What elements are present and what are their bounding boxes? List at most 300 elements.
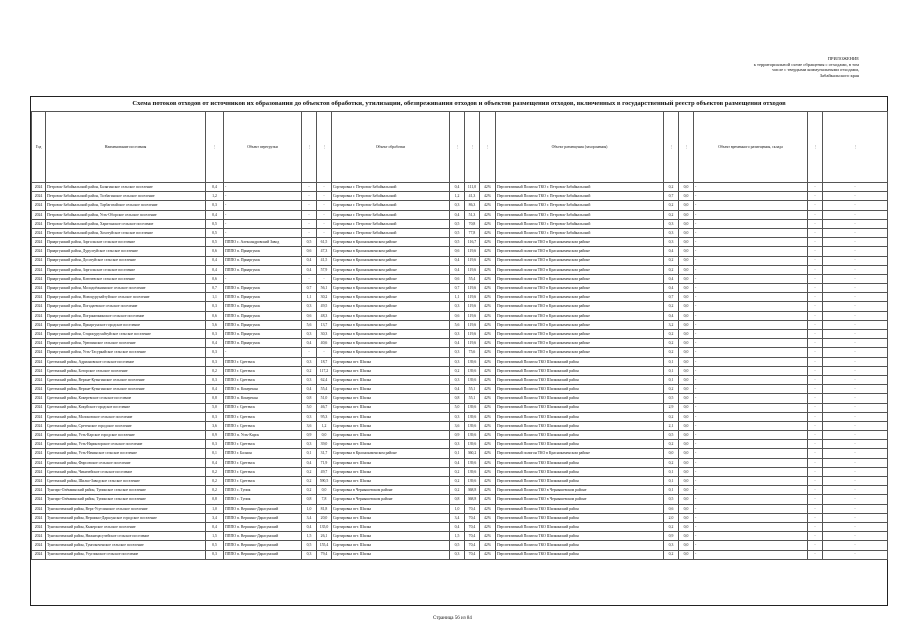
cell-settlement: Сретенский район, Сретенское городское поселение	[46, 421, 206, 430]
cell-dist-transfer: -	[317, 192, 332, 201]
cell-transfer: ПППО п. Вершино-Дарасунский	[224, 522, 302, 531]
cell-mass-transfer: 0,4	[302, 522, 317, 531]
cell-dist-treatment: 360,2	[465, 449, 480, 458]
cell-mass-transfer: 0,2	[302, 467, 317, 476]
table-row	[32, 532, 888, 541]
cell-settlement: Петровск-Забайкальский район, Хаританское сельское поселение	[46, 219, 206, 228]
cell-dist-temp: -	[823, 467, 888, 476]
cell-share: 42%	[480, 504, 496, 513]
cell-dist-disposal: 0,0	[679, 513, 694, 522]
cell-share: 42%	[480, 302, 496, 311]
cell-transfer: ПППО г. Сретенск	[224, 412, 302, 421]
cell-temp: -	[694, 403, 808, 412]
cell-dist-temp: -	[823, 210, 888, 219]
cell-dist-temp: -	[823, 284, 888, 293]
cell-disposal: Перспективный Полигон ТКО Шилкинский район	[496, 403, 664, 412]
cell-year: 2024	[32, 228, 46, 237]
cell-disposal: Перспективный Полигон ТКО Шилкинский район	[496, 532, 664, 541]
cell-transfer: ПППО п. Вершино-Дарасунский	[224, 513, 302, 522]
cell-mass-treatment: 3,6	[450, 421, 465, 430]
cell-dist-disposal: 0,0	[679, 366, 694, 375]
cell-year: 2024	[32, 513, 46, 522]
cell-dist-treatment: 139,6	[465, 403, 480, 412]
header-settlement: Наименование поселения	[46, 112, 206, 183]
cell-mass-total: 0,3	[206, 357, 224, 366]
cell-dist-treatment: 77,8	[465, 228, 480, 237]
cell-mass-total: 1,5	[206, 532, 224, 541]
page-number: Страница 56 из 84	[433, 616, 472, 621]
cell-transfer: -	[224, 228, 302, 237]
cell-dist-transfer: -	[317, 274, 332, 283]
cell-mass-total: 0,3	[206, 440, 224, 449]
cell-dist-disposal: 0,0	[679, 532, 694, 541]
cell-share: 42%	[480, 532, 496, 541]
cell-dist-treatment: 139,6	[465, 357, 480, 366]
cell-dist-transfer: 7,8	[317, 495, 332, 504]
cell-transfer: ПППО п. Вершино-Дарасунский	[224, 541, 302, 550]
cell-disposal: Перспективный полигон ТКО в Краснокаменском районе	[496, 339, 664, 348]
cell-mass-disposal: 0,1	[664, 357, 679, 366]
cell-year: 2024	[32, 440, 46, 449]
cell-year: 2024	[32, 495, 46, 504]
cell-dist-temp: -	[823, 495, 888, 504]
cell-dist-transfer: 81,8	[317, 504, 332, 513]
cell-dist-transfer: 0,0	[317, 431, 332, 440]
cell-disposal: Перспективный Полигон ТКО г. Петровск-Забайкальский	[496, 201, 664, 210]
cell-mass-disposal: 0,2	[664, 440, 679, 449]
cell-temp: -	[694, 311, 808, 320]
table-row	[32, 210, 888, 219]
cell-mass-disposal: 2,0	[664, 513, 679, 522]
cell-settlement: Тунгокоченский район, Верх-Усуглинское сельское поселение	[46, 504, 206, 513]
cell-transfer: ПППО г. Сретенск	[224, 440, 302, 449]
cell-dist-treatment: 368,8	[465, 495, 480, 504]
cell-mass-temp: -	[808, 385, 823, 394]
cell-mass-temp: -	[808, 504, 823, 513]
cell-transfer: ПППО с. Тупик	[224, 486, 302, 495]
cell-dist-transfer: 590,5	[317, 477, 332, 486]
cell-transfer: ПППО г. Сретенск	[224, 477, 302, 486]
cell-mass-temp: -	[808, 486, 823, 495]
cell-dist-disposal: 0,0	[679, 228, 694, 237]
cell-year: 2024	[32, 449, 46, 458]
cell-mass-treatment: 0,2	[450, 477, 465, 486]
cell-dist-transfer: 135,0	[317, 522, 332, 531]
cell-year: 2024	[32, 293, 46, 302]
cell-mass-total: 0,4	[206, 210, 224, 219]
cell-treatment: Сортировка в Краснокаменском районе	[332, 274, 450, 283]
cell-share: 42%	[480, 219, 496, 228]
header-disposal: Объект размещения (захоронения)	[496, 112, 664, 183]
cell-transfer: ПППО п. Кокерекан	[224, 394, 302, 403]
cell-dist-treatment: 70,4	[465, 522, 480, 531]
table-row	[32, 513, 888, 522]
cell-mass-transfer: 5,0	[302, 403, 317, 412]
cell-mass-transfer: -	[302, 274, 317, 283]
cell-share: 42%	[480, 228, 496, 237]
cell-dist-disposal: 0,0	[679, 201, 694, 210]
cell-dist-disposal: 0,0	[679, 550, 694, 559]
appendix-line: числе с твердыми коммунальными отходами,	[772, 67, 859, 73]
cell-mass-transfer: -	[302, 228, 317, 237]
cell-treatment: Сортировка в Краснокаменском районе	[332, 293, 450, 302]
cell-dist-treatment: 70,4	[465, 541, 480, 550]
cell-mass-total: 0,6	[206, 274, 224, 283]
cell-mass-treatment: 1,2	[450, 192, 465, 201]
cell-mass-temp: -	[808, 201, 823, 210]
cell-settlement: Петровск-Забайкальский район, Балягинское сельское поселение	[46, 183, 206, 192]
cell-dist-treatment: 70,4	[465, 550, 480, 559]
header-dist-disposal: …	[679, 112, 694, 183]
table-row	[32, 201, 888, 210]
cell-share: 42%	[480, 513, 496, 522]
cell-disposal: Перспективный Полигон ТКО г. Петровск-Забайкальский	[496, 192, 664, 201]
cell-mass-treatment: 0,4	[450, 339, 465, 348]
cell-mass-transfer: 0,7	[302, 284, 317, 293]
cell-share: 42%	[480, 201, 496, 210]
table-row	[32, 265, 888, 274]
cell-mass-total: 0,5	[206, 228, 224, 237]
cell-treatment: Сортировка г. Петровск-Забайкальский	[332, 201, 450, 210]
cell-dist-transfer: 56,1	[317, 284, 332, 293]
cell-share: 42%	[480, 366, 496, 375]
cell-settlement: Петровск-Забайкальский район, Хохотуйское сельское поселение	[46, 228, 206, 237]
cell-mass-temp: -	[808, 293, 823, 302]
cell-year: 2024	[32, 394, 46, 403]
cell-mass-transfer: 0,3	[302, 440, 317, 449]
cell-settlement: Приаргунский район, Урюпинское сельское поселение	[46, 339, 206, 348]
cell-dist-disposal: 0,0	[679, 183, 694, 192]
cell-mass-treatment: 0,3	[450, 412, 465, 421]
cell-temp: -	[694, 449, 808, 458]
table-row	[32, 366, 888, 375]
cell-year: 2024	[32, 284, 46, 293]
cell-dist-disposal: 0,0	[679, 311, 694, 320]
cell-transfer: ПППО с. Тупик	[224, 495, 302, 504]
cell-mass-treatment: 0,2	[450, 366, 465, 375]
cell-mass-total: 0,6	[206, 311, 224, 320]
cell-year: 2024	[32, 339, 46, 348]
cell-mass-transfer: 0,4	[302, 256, 317, 265]
header-share: …	[480, 112, 496, 183]
table-row	[32, 228, 888, 237]
cell-mass-disposal: 2,9	[664, 403, 679, 412]
table-row	[32, 293, 888, 302]
cell-mass-transfer: 0,8	[302, 495, 317, 504]
cell-dist-temp: -	[823, 256, 888, 265]
cell-temp: -	[694, 421, 808, 430]
cell-dist-disposal: 0,0	[679, 541, 694, 550]
cell-year: 2024	[32, 532, 46, 541]
cell-dist-temp: -	[823, 440, 888, 449]
cell-share: 42%	[480, 440, 496, 449]
cell-dist-temp: -	[823, 348, 888, 357]
cell-mass-treatment: 0,4	[450, 458, 465, 467]
cell-temp: -	[694, 238, 808, 247]
cell-share: 42%	[480, 421, 496, 430]
cell-dist-temp: -	[823, 238, 888, 247]
cell-temp: -	[694, 440, 808, 449]
cell-mass-disposal: 3,2	[664, 320, 679, 329]
cell-mass-transfer: 0,3	[302, 375, 317, 384]
cell-share: 42%	[480, 320, 496, 329]
cell-year: 2024	[32, 522, 46, 531]
cell-mass-total: 0,6	[206, 247, 224, 256]
cell-dist-treatment: 70,4	[465, 513, 480, 522]
cell-dist-treatment: 139,6	[465, 440, 480, 449]
table-body	[32, 183, 888, 560]
cell-temp: -	[694, 458, 808, 467]
cell-dist-disposal: 0,0	[679, 467, 694, 476]
cell-mass-temp: -	[808, 228, 823, 237]
waste-flow-table	[31, 111, 888, 560]
cell-mass-treatment: 0,5	[450, 238, 465, 247]
cell-share: 42%	[480, 385, 496, 394]
cell-dist-treatment: 119,6	[465, 302, 480, 311]
cell-dist-treatment: 139,6	[465, 375, 480, 384]
table-frame	[30, 96, 888, 606]
cell-temp: -	[694, 513, 808, 522]
cell-year: 2024	[32, 183, 46, 192]
cell-treatment: Сортировка пгт. Шилка	[332, 385, 450, 394]
cell-dist-transfer: 55,4	[317, 385, 332, 394]
table-row	[32, 495, 888, 504]
cell-mass-total: 0,2	[206, 467, 224, 476]
cell-transfer: ПППО п. Вершино-Дарасунский	[224, 532, 302, 541]
cell-mass-treatment: 0,3	[450, 302, 465, 311]
cell-share: 42%	[480, 265, 496, 274]
cell-mass-disposal: 0,0	[664, 449, 679, 458]
cell-mass-temp: -	[808, 522, 823, 531]
cell-transfer: -	[224, 348, 302, 357]
cell-mass-temp: -	[808, 302, 823, 311]
table-row	[32, 504, 888, 513]
cell-temp: -	[694, 522, 808, 531]
cell-treatment: Сортировка г. Петровск-Забайкальский	[332, 219, 450, 228]
cell-treatment: Сортировка в Краснокаменском районе	[332, 247, 450, 256]
cell-settlement: Тунгиро-Олёкминский район, Тупикское сельское поселение	[46, 486, 206, 495]
cell-mass-total: 0,2	[206, 486, 224, 495]
cell-treatment: Сортировка в Краснокаменском районе	[332, 330, 450, 339]
cell-mass-transfer: 0,6	[302, 311, 317, 320]
cell-disposal: Перспективный Полигон ТКО Шилкинский район	[496, 440, 664, 449]
cell-mass-disposal: 0,3	[664, 228, 679, 237]
cell-settlement: Сретенский район, Усть-Карское городское поселение	[46, 431, 206, 440]
cell-disposal: Перспективный полигон ТКО в Краснокаменском районе	[496, 320, 664, 329]
cell-settlement: Тунгокоченский район, Тунгокоченское сельское поселение	[46, 541, 206, 550]
cell-temp: -	[694, 366, 808, 375]
cell-year: 2024	[32, 431, 46, 440]
cell-dist-transfer: 47,3	[317, 247, 332, 256]
cell-mass-temp: -	[808, 265, 823, 274]
cell-treatment: Сортировка в Краснокаменском районе	[332, 284, 450, 293]
cell-mass-total: 0,3	[206, 201, 224, 210]
cell-disposal: Перспективный Полигон ТКО Шилкинский район	[496, 431, 664, 440]
cell-dist-treatment: 139,6	[465, 431, 480, 440]
cell-treatment: Сортировка г. Петровск-Забайкальский	[332, 228, 450, 237]
cell-temp: -	[694, 467, 808, 476]
cell-mass-disposal: 0,3	[664, 541, 679, 550]
cell-share: 42%	[480, 274, 496, 283]
cell-mass-transfer: 0,2	[302, 366, 317, 375]
cell-mass-temp: -	[808, 412, 823, 421]
cell-share: 42%	[480, 412, 496, 421]
cell-disposal: Перспективный Полигон ТКО в Чернышевском районе	[496, 486, 664, 495]
cell-temp: -	[694, 541, 808, 550]
cell-year: 2024	[32, 541, 46, 550]
cell-mass-treatment: 0,8	[450, 394, 465, 403]
cell-mass-treatment: 0,9	[450, 431, 465, 440]
cell-disposal: Перспективный Полигон ТКО Шилкинский район	[496, 412, 664, 421]
cell-mass-disposal: 0,1	[664, 486, 679, 495]
cell-dist-temp: -	[823, 228, 888, 237]
cell-share: 42%	[480, 238, 496, 247]
cell-mass-total: 0,2	[206, 366, 224, 375]
cell-dist-transfer: 39,0	[317, 440, 332, 449]
cell-dist-temp: -	[823, 458, 888, 467]
cell-mass-treatment: 1,1	[450, 293, 465, 302]
cell-mass-total: 0,3	[206, 302, 224, 311]
cell-year: 2024	[32, 265, 46, 274]
cell-disposal: Перспективный полигон ТКО в Краснокаменском районе	[496, 256, 664, 265]
cell-mass-transfer: 0,5	[302, 541, 317, 550]
table-row	[32, 302, 888, 311]
cell-dist-treatment: 139,6	[465, 421, 480, 430]
cell-mass-total: 0,7	[206, 284, 224, 293]
cell-share: 42%	[480, 449, 496, 458]
cell-mass-transfer: 0,1	[302, 449, 317, 458]
cell-mass-disposal: 0,5	[664, 431, 679, 440]
cell-mass-treatment: 0,2	[450, 486, 465, 495]
cell-mass-transfer: 1,1	[302, 293, 317, 302]
cell-mass-total: 1,0	[206, 504, 224, 513]
cell-settlement: Тунгокоченский район, Усуглинское сельское поселение	[46, 550, 206, 559]
header-mass-transfer: …	[302, 112, 317, 183]
table-row	[32, 477, 888, 486]
cell-year: 2024	[32, 219, 46, 228]
cell-year: 2024	[32, 504, 46, 513]
cell-disposal: Перспективный полигон ТКО в Краснокаменском районе	[496, 284, 664, 293]
cell-mass-disposal: 2,1	[664, 421, 679, 430]
cell-settlement: Приаргунский район, Новоцурухайтуйское сельское поселение	[46, 293, 206, 302]
cell-disposal: Перспективный Полигон ТКО Шилкинский район	[496, 504, 664, 513]
cell-mass-transfer: 3,4	[302, 513, 317, 522]
cell-mass-treatment: 0,4	[450, 385, 465, 394]
cell-dist-disposal: 0,0	[679, 449, 694, 458]
cell-transfer: ПППО г. Сретенск	[224, 375, 302, 384]
cell-mass-disposal: 0,7	[664, 192, 679, 201]
cell-mass-transfer: -	[302, 183, 317, 192]
cell-dist-temp: -	[823, 339, 888, 348]
cell-disposal: Перспективный Полигон ТКО Шилкинский район	[496, 375, 664, 384]
cell-settlement: Приаргунский район, Пограничнинское сельское поселение	[46, 311, 206, 320]
cell-dist-disposal: 0,0	[679, 265, 694, 274]
cell-mass-transfer: -	[302, 348, 317, 357]
cell-dist-treatment: 55,1	[465, 385, 480, 394]
cell-dist-disposal: 0,0	[679, 284, 694, 293]
cell-settlement: Сретенский район, Боторское сельское поселение	[46, 366, 206, 375]
header-mass-treatment: …	[450, 112, 465, 183]
cell-dist-treatment: 119,6	[465, 320, 480, 329]
cell-mass-transfer: 1,0	[302, 504, 317, 513]
cell-treatment: Сортировка г. Петровск-Забайкальский	[332, 192, 450, 201]
cell-transfer: ПППО п. Приаргунск	[224, 311, 302, 320]
cell-mass-disposal: 0,2	[664, 302, 679, 311]
cell-disposal: Перспективный Полигон ТКО Шилкинский район	[496, 550, 664, 559]
table-row	[32, 467, 888, 476]
cell-mass-temp: -	[808, 550, 823, 559]
cell-mass-temp: -	[808, 366, 823, 375]
appendix-note	[639, 56, 859, 78]
cell-mass-disposal: 0,2	[664, 201, 679, 210]
cell-settlement: Сретенский район, Кокуйское городское поселение	[46, 403, 206, 412]
cell-settlement: Приаргунский район, Молодоёжнинское сельское поселение	[46, 284, 206, 293]
cell-mass-disposal: 0,9	[664, 532, 679, 541]
cell-year: 2024	[32, 274, 46, 283]
cell-dist-treatment: 139,6	[465, 477, 480, 486]
cell-treatment: Сортировка пгт. Шилка	[332, 522, 450, 531]
cell-dist-temp: -	[823, 431, 888, 440]
cell-year: 2024	[32, 458, 46, 467]
cell-dist-transfer: 51,0	[317, 394, 332, 403]
cell-transfer: ПППО п. Приаргунск	[224, 339, 302, 348]
cell-dist-disposal: 0,0	[679, 293, 694, 302]
cell-share: 42%	[480, 458, 496, 467]
cell-mass-temp: -	[808, 467, 823, 476]
cell-mass-temp: -	[808, 320, 823, 329]
cell-dist-transfer: 49,5	[317, 302, 332, 311]
cell-settlement: Тунгиро-Олёкминский район, Тупикское сельское поселение	[46, 495, 206, 504]
cell-share: 42%	[480, 247, 496, 256]
cell-dist-disposal: 0,0	[679, 210, 694, 219]
cell-year: 2024	[32, 348, 46, 357]
cell-year: 2024	[32, 375, 46, 384]
cell-dist-disposal: 0,0	[679, 385, 694, 394]
cell-dist-transfer: 31,7	[317, 449, 332, 458]
cell-year: 2024	[32, 467, 46, 476]
cell-dist-transfer: 155,4	[317, 541, 332, 550]
cell-dist-disposal: 0,0	[679, 440, 694, 449]
cell-dist-transfer: 62,4	[317, 375, 332, 384]
cell-dist-transfer: -	[317, 348, 332, 357]
cell-dist-temp: -	[823, 385, 888, 394]
cell-dist-transfer: 48,3	[317, 311, 332, 320]
cell-dist-transfer: 20,0	[317, 513, 332, 522]
cell-mass-transfer: 0,4	[302, 339, 317, 348]
cell-dist-transfer: 0,0	[317, 486, 332, 495]
cell-dist-disposal: 0,0	[679, 192, 694, 201]
cell-mass-transfer: 0,4	[302, 265, 317, 274]
cell-dist-temp: -	[823, 541, 888, 550]
header-dist-treatment: …	[465, 112, 480, 183]
cell-disposal: Перспективный полигон ТКО в Краснокаменском районе	[496, 449, 664, 458]
cell-transfer: ПППО п. Усть-Карск	[224, 431, 302, 440]
cell-transfer: ПППО г. Сретенск	[224, 421, 302, 430]
cell-treatment: Сортировка пгт. Шилка	[332, 431, 450, 440]
cell-year: 2024	[32, 256, 46, 265]
cell-mass-total: 0,4	[206, 522, 224, 531]
cell-dist-temp: -	[823, 320, 888, 329]
cell-disposal: Перспективный полигон ТКО в Краснокаменском районе	[496, 330, 664, 339]
cell-mass-disposal: 0,4	[664, 311, 679, 320]
cell-temp: -	[694, 394, 808, 403]
cell-treatment: Сортировка пгт. Шилка	[332, 375, 450, 384]
cell-transfer: ПППО г. Сретенск	[224, 403, 302, 412]
cell-mass-disposal: 0,2	[664, 339, 679, 348]
cell-dist-disposal: 0,0	[679, 403, 694, 412]
cell-year: 2024	[32, 366, 46, 375]
cell-treatment: Сортировка пгт. Шилка	[332, 513, 450, 522]
